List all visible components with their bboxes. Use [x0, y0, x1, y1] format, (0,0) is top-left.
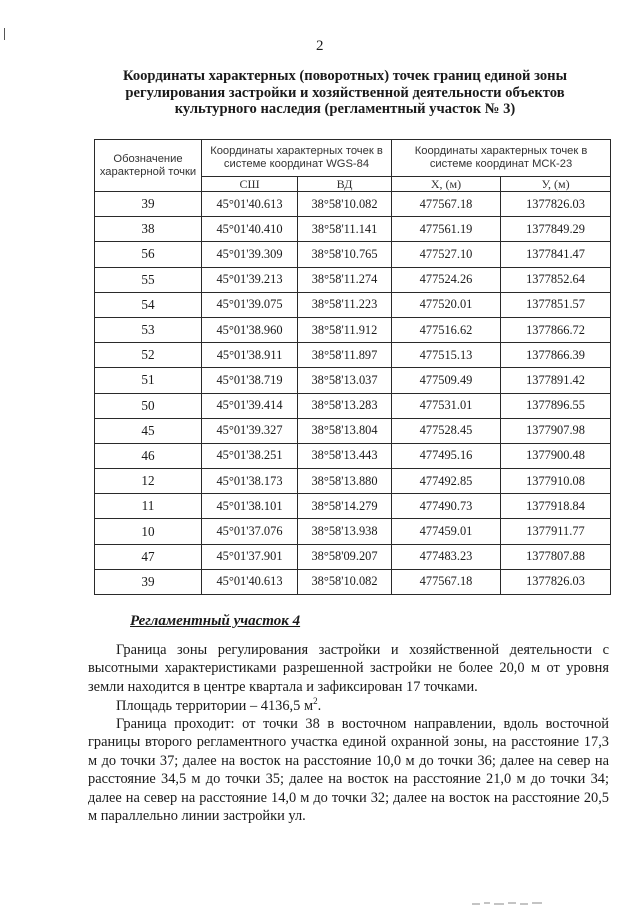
header-point: Обозначение характерной точки [95, 140, 202, 192]
table-row [95, 368, 611, 393]
cell-lat: 45°01'37.076 [202, 519, 298, 544]
cell-lat: 45°01'40.613 [202, 192, 298, 217]
header-x: Х, (м) [392, 177, 501, 192]
header-lon: ВД [298, 177, 392, 192]
area-unit-superscript: 2 [313, 696, 318, 707]
cell-x: 477531.01 [392, 393, 501, 418]
cell-x: 477495.16 [392, 443, 501, 468]
cell-y: 1377826.03 [501, 192, 611, 217]
table-row [95, 544, 611, 569]
table-row [95, 519, 611, 544]
cell-point: 10 [95, 519, 202, 544]
cell-lon: 38°58'11.912 [298, 317, 392, 342]
table-row [95, 292, 611, 317]
cell-point: 54 [95, 292, 202, 317]
cell-point: 39 [95, 569, 202, 594]
cell-y: 1377907.98 [501, 418, 611, 443]
table-row [95, 418, 611, 443]
cell-lat: 45°01'38.960 [202, 317, 298, 342]
table-row [95, 569, 611, 594]
cell-x: 477561.19 [392, 217, 501, 242]
title-line-2: регулирования застройки и хозяйственной деятельности объектов [125, 84, 565, 101]
paragraph-boundary: Граница проходит: от точки 38 в восточном направлении, вдоль восточной границы второго регламентного участка единой охранной зоны, на расстояние 17,3 м до точки 37; далее на восток на расстояние 10,0 м до точки 36; далее на север на расстояние 34,5 м до точки 35; далее на восток на расстояние 21,0 м до точки 34; далее на север на расстояние 14,0 м до точки 32; далее на восток на расстояние 20,5 м параллельно линии застройки ул. [88, 716, 609, 825]
cell-y: 1377891.42 [501, 368, 611, 393]
cell-lat: 45°01'39.075 [202, 292, 298, 317]
cell-y: 1377866.72 [501, 317, 611, 342]
cell-lon: 38°58'10.082 [298, 192, 392, 217]
cell-point: 38 [95, 217, 202, 242]
cell-x: 477492.85 [392, 469, 501, 494]
cell-lon: 38°58'13.938 [298, 519, 392, 544]
cell-lat: 45°01'37.901 [202, 544, 298, 569]
cell-point: 46 [95, 443, 202, 468]
area-text: Площадь территории – 4136,5 м [116, 698, 314, 714]
cell-lon: 38°58'13.880 [298, 469, 392, 494]
cell-y: 1377826.03 [501, 569, 611, 594]
cell-y: 1377911.77 [501, 519, 611, 544]
cell-y: 1377896.55 [501, 393, 611, 418]
page-number: 2 [316, 38, 324, 54]
cell-x: 477509.49 [392, 368, 501, 393]
cell-lon: 38°58'14.279 [298, 494, 392, 519]
cell-lat: 45°01'38.719 [202, 368, 298, 393]
cell-x: 477520.01 [392, 292, 501, 317]
cell-lat: 45°01'38.101 [202, 494, 298, 519]
table-row [95, 343, 611, 368]
table-row [95, 242, 611, 267]
cell-x: 477459.01 [392, 519, 501, 544]
cell-point: 55 [95, 267, 202, 292]
cell-point: 51 [95, 368, 202, 393]
cell-point: 53 [95, 317, 202, 342]
table-row [95, 192, 611, 217]
cell-lon: 38°58'10.082 [298, 569, 392, 594]
cell-point: 11 [95, 494, 202, 519]
header-lat: СШ [202, 177, 298, 192]
cell-lon: 38°58'11.141 [298, 217, 392, 242]
cell-y: 1377852.64 [501, 267, 611, 292]
cell-lat: 45°01'39.213 [202, 267, 298, 292]
cell-lon: 38°58'13.037 [298, 368, 392, 393]
cell-lat: 45°01'38.911 [202, 343, 298, 368]
coordinates-table [94, 139, 611, 595]
area-end: . [317, 698, 322, 714]
cell-y: 1377918.84 [501, 494, 611, 519]
header-msk23: Координаты характерных точек в системе координат МСК-23 [392, 140, 611, 177]
cell-lat: 45°01'38.251 [202, 443, 298, 468]
cell-point: 45 [95, 418, 202, 443]
table-row [95, 393, 611, 418]
cell-x: 477567.18 [392, 569, 501, 594]
table-row [95, 494, 611, 519]
cell-x: 477483.23 [392, 544, 501, 569]
cell-lon: 38°58'13.443 [298, 443, 392, 468]
table-body [95, 192, 611, 595]
cell-y: 1377866.39 [501, 343, 611, 368]
cell-lon: 38°58'11.274 [298, 267, 392, 292]
table-row [95, 217, 611, 242]
cell-y: 1377900.48 [501, 443, 611, 468]
cell-y: 1377807.88 [501, 544, 611, 569]
cell-lat: 45°01'38.173 [202, 469, 298, 494]
title-line-3: культурного наследия (регламентный участок № 3) [174, 101, 516, 118]
cell-y: 1377910.08 [501, 469, 611, 494]
cell-x: 477516.62 [392, 317, 501, 342]
table-row [95, 267, 611, 292]
cell-x: 477527.10 [392, 242, 501, 267]
cell-x: 477524.26 [392, 267, 501, 292]
cell-lat: 45°01'40.410 [202, 217, 298, 242]
cell-lon: 38°58'13.283 [298, 393, 392, 418]
cell-x: 477528.45 [392, 418, 501, 443]
title-line-1: Координаты характерных (поворотных) точек границ единой зоны [122, 68, 567, 84]
cell-x: 477515.13 [392, 343, 501, 368]
scan-artifact [470, 893, 550, 905]
section-heading: Регламентный участок 4 [130, 613, 301, 629]
cell-lat: 45°01'39.414 [202, 393, 298, 418]
cell-point: 52 [95, 343, 202, 368]
cell-lat: 45°01'40.613 [202, 569, 298, 594]
cell-lat: 45°01'39.309 [202, 242, 298, 267]
paragraph-area [88, 697, 609, 715]
table-row [95, 317, 611, 342]
cell-y: 1377841.47 [501, 242, 611, 267]
header-wgs84: Координаты характерных точек в системе координат WGS-84 [202, 140, 392, 177]
cell-lon: 38°58'13.804 [298, 418, 392, 443]
header-y: У, (м) [501, 177, 611, 192]
cell-lon: 38°58'09.207 [298, 544, 392, 569]
cell-point: 39 [95, 192, 202, 217]
cell-y: 1377851.57 [501, 292, 611, 317]
cell-lon: 38°58'10.765 [298, 242, 392, 267]
cell-lon: 38°58'11.223 [298, 292, 392, 317]
table-row [95, 443, 611, 468]
cell-x: 477567.18 [392, 192, 501, 217]
cell-point: 12 [95, 469, 202, 494]
cell-lon: 38°58'11.897 [298, 343, 392, 368]
table-row [95, 469, 611, 494]
cell-point: 50 [95, 393, 202, 418]
cell-point: 56 [95, 242, 202, 267]
cell-lat: 45°01'39.327 [202, 418, 298, 443]
cell-point: 47 [95, 544, 202, 569]
cell-y: 1377849.29 [501, 217, 611, 242]
paragraph-description: Граница зоны регулирования застройки и хозяйственной деятельности с высотными характеристиками разрешенной застройки не более 20,0 м от уровня земли находится в центре квартала и зафиксирован 17 точками. [88, 642, 609, 695]
cell-x: 477490.73 [392, 494, 501, 519]
document-title [100, 68, 590, 118]
